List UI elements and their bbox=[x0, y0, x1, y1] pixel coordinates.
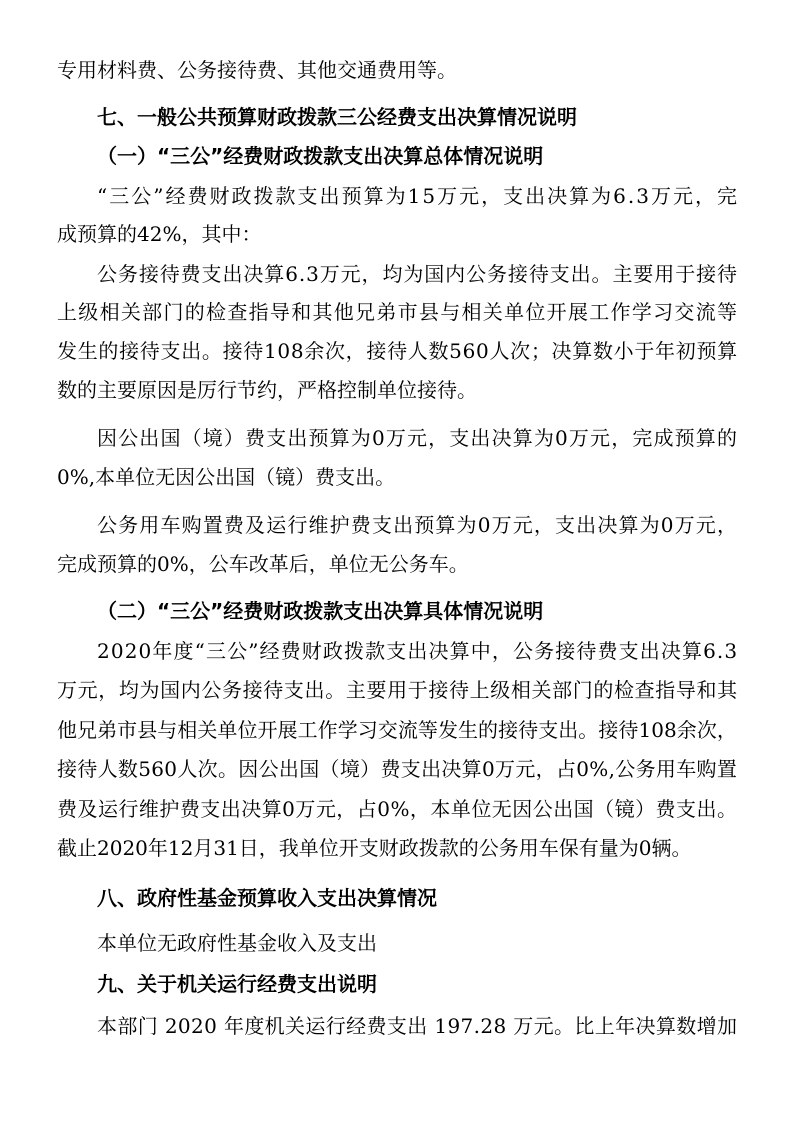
paragraph-line: 他兄弟市县与相关单位开展工作学习交流等发生的接待支出。接待108余次， bbox=[57, 718, 737, 742]
paragraph-line: 完成预算的0%，公车改革后，单位无公务车。 bbox=[57, 552, 469, 576]
subsection-heading-one: （一）“三公”经费财政拨款支出决算总体情况说明 bbox=[97, 144, 544, 168]
paragraph-line: “三公”经费财政拨款支出预算为15万元，支出决算为6.3万元，完 bbox=[97, 184, 740, 208]
paragraph-line: 接待人数560人次。因公出国（境）费支出决算0万元，占0%,公务用车购置 bbox=[57, 757, 738, 781]
paragraph-line: 2020年度“三公”经费财政拨款支出决算中，公务接待费支出决算6.3 bbox=[97, 639, 739, 663]
paragraph-line: 公务用车购置费及运行维护费支出预算为0万元，支出决算为0万元， bbox=[97, 513, 739, 537]
section-heading-eight: 八、政府性基金预算收入支出决算情况 bbox=[97, 886, 437, 910]
paragraph-line: 0%,本单位无因公出国（镜）费支出。 bbox=[57, 465, 396, 489]
section-heading-nine: 九、关于机关运行经费支出说明 bbox=[97, 972, 377, 996]
paragraph-line: 发生的接待支出。接待108余次，接待人数560人次；决算数小于年初预算 bbox=[57, 339, 738, 363]
paragraph-line: 本单位无政府性基金收入及支出 bbox=[97, 931, 377, 955]
subsection-heading-two: （二）“三公”经费财政拨款支出决算具体情况说明 bbox=[97, 599, 544, 623]
paragraph-line: 费及运行维护费支出决算0万元，占0%，本单位无因公出国（镜）费支出。 bbox=[57, 797, 738, 821]
paragraph-line: 数的主要原因是厉行节约，严格控制单位接待。 bbox=[57, 378, 477, 402]
paragraph-line: 上级相关部门的检查指导和其他兄弟市县与相关单位开展工作学习交流等 bbox=[57, 300, 739, 324]
paragraph-line: 本部门 2020 年度机关运行经费支出 197.28 万元。比上年决算数增加 bbox=[97, 1014, 738, 1038]
paragraph-line: 截止2020年12月31日，我单位开支财政拨款的公务用车保有量为0辆。 bbox=[57, 836, 692, 860]
paragraph-line: 公务接待费支出决算6.3万元，均为国内公务接待支出。主要用于接待 bbox=[97, 262, 738, 286]
paragraph-line: 成预算的42%，其中： bbox=[57, 222, 262, 246]
paragraph-line: 专用材料费、公务接待费、其他交通费用等。 bbox=[57, 58, 457, 82]
paragraph-line: 万元，均为国内公务接待支出。主要用于接待上级相关部门的检查指导和其 bbox=[57, 678, 738, 702]
section-heading-seven: 七、一般公共预算财政拨款三公经费支出决算情况说明 bbox=[97, 105, 577, 129]
paragraph-line: 因公出国（境）费支出预算为0万元，支出决算为0万元，完成预算的 bbox=[97, 426, 739, 450]
